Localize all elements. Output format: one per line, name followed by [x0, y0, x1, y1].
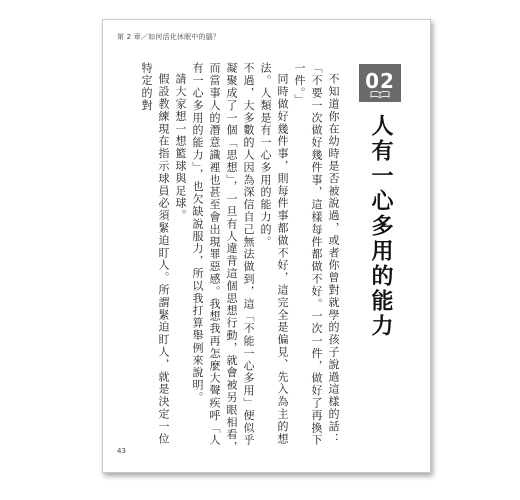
paragraph: 不過，大多數的人因為深信自己無法做到，這「不能一心多用」便似乎凝聚成了一個「思想」，一旦有人違背這個思想行動，就會被另眼相看，而當事人的潛意識裡也甚至會出現罪惡感。我想我再怎麼大聲疾呼「人有一心多用的能力」，也欠缺說服力，所以我打算舉例來說明。	[191, 62, 255, 454]
chapter-badge	[359, 64, 401, 102]
paragraph: 不知道你在幼時是否被說過，或者你曾對就學的孩子說過這樣的話：「不要一次做好幾件事，這樣每件都做不好。一次一件，做好了再換下一件。」	[293, 62, 340, 447]
chapter-title: 人有一心多用的能力	[368, 114, 393, 339]
chapter-number: 02	[365, 69, 395, 93]
paragraph: 請大家想一想籃球與足球。	[174, 73, 187, 222]
page-number: 43	[117, 447, 126, 455]
open-book-icon	[370, 91, 390, 98]
book-page	[102, 19, 431, 473]
paragraph: 同時做好幾件事，則每件事都做不好，這完全是偏見、先入為主的想法。人類是有一心多用的能力的。	[259, 62, 289, 445]
body-text	[138, 62, 342, 454]
paragraph: 假設教練現在指示球員必須緊迫盯人。所謂緊迫盯人，就是決定一位特定的對	[140, 62, 170, 445]
running-head: 第 2 章／如何活化休眠中的腦？	[117, 33, 221, 41]
